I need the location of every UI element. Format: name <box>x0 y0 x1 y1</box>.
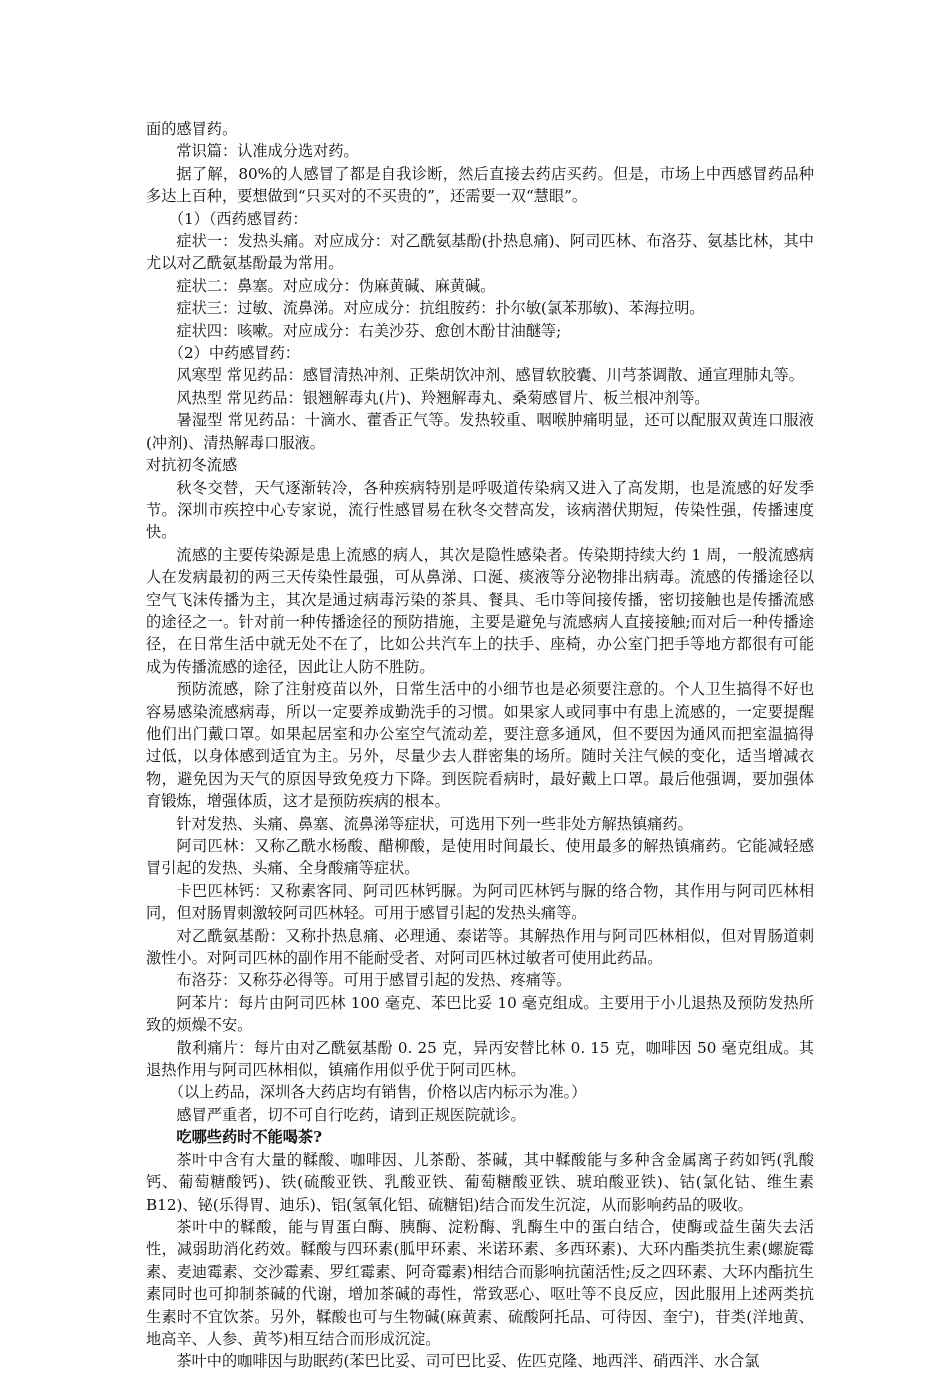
paragraph: 茶叶中含有大量的鞣酸、咖啡因、儿茶酚、茶碱，其中鞣酸能与多种含金属离子药如钙(乳酸钙、葡萄糖酸钙)、铁(硫酸亚铁、乳酸亚铁、葡萄糖酸亚铁、琥珀酸亚铁)、钴(氯化钴、维生素 B12)、铋(乐得胃、迪乐)、铝(氢氧化铝、硫糖铝)结合而发生沉淀，从而影响药品的吸收。 <box>146 1150 814 1214</box>
paragraph: （1）（西药感冒药： <box>168 209 308 228</box>
paragraph: （2）中药感冒药： <box>168 344 300 363</box>
paragraph: 秋冬交替，天气逐渐转冷，各种疾病特别是呼吸道传染病又进入了高发期，也是流感的好发季节。深圳市疾控中心专家说，流行性感冒易在秋冬交替高发，该病潜伏期短，传染性强，传播速度快。 <box>146 478 814 542</box>
paragraph: 常识篇：认准成分选对药。 <box>176 142 359 161</box>
paragraph: 预防流感，除了注射疫苗以外，日常生活中的小细节也是必须要注意的。个人卫生搞得不好也容易感染流感病毒，所以一定要养成勤洗手的习惯。如果家人或同事中有患上流感的，一定要提醒他们出门戴口罩。如果起居室和办公室空气流动差，要注意多通风，但不要因为通风而把室温搞得过低，以身体感到适宜为主。另外，尽量少去人群密集的场所。随时关注气候的变化，适当增减衣物，避免因为天气的原因导致免疫力下降。到医院看病时，最好戴上口罩。最后他强调，要加强体育锻炼，增强体质，这才是预防疾病的根本。 <box>146 680 814 811</box>
paragraph: （以上药品，深圳各大药店均有销售，价格以店内标示为准。） <box>168 1083 587 1102</box>
paragraph: 风热型 常见药品：银翘解毒丸(片)、羚翘解毒丸、桑菊感冒片、板兰根冲剂等。 <box>176 388 710 407</box>
paragraph: 暑湿型 常见药品：十滴水、藿香正气等。发热较重、咽喉肿痛明显，还可以配服双黄连口服液(冲剂)、清热解毒口服液。 <box>146 411 814 452</box>
paragraph: 流感的主要传染源是患上流感的病人，其次是隐性感染者。传染期持续大约 1 周，一般流感病人在发病最初的两三天传染性最强，可从鼻涕、口涎、痰液等分泌物排出病毒。流感的传播途径以空气飞沫传播为主，其次是通过病毒污染的茶具、餐具、毛巾等间接传播，密切接触也是传播流感的途径之一。针对前一种传播途径的预防措施，主要是避免与流感病人直接接触;而对后一种传播途径，在日常生活中就无处不在了，比如公共汽车上的扶手、座椅，办公室门把手等地方都很有可能成为传播流感的途径，因此让人防不胜防。 <box>146 545 814 676</box>
paragraph: 对乙酰氨基酚：又称扑热息痛、必理通、泰诺等。其解热作用与阿司匹林相似，但对胃肠道刺激性小。对阿司匹林的副作用不能耐受者、对阿司匹林过敏者可使用此药品。 <box>146 926 814 968</box>
paragraph: 卡巴匹林钙：又称素客同、阿司匹林钙脲。为阿司匹林钙与脲的络合物，其作用与阿司匹林相同，但对肠胃刺激较阿司匹林轻。可用于感冒引起的发热头痛等。 <box>146 881 814 923</box>
paragraph: 感冒严重者，切不可自行吃药，请到正规医院就诊。 <box>176 1105 526 1124</box>
paragraph: 据了解，80%的人感冒了都是自我诊断，然后直接去药店买药。但是，市场上中西感冒药品种多达上百种，要想做到“只买对的不买贵的”，还需要一双“慧眼”。 <box>146 164 814 206</box>
paragraph: 症状三：过敏、流鼻涕。对应成分：抗组胺药：扑尔敏(氯苯那敏)、苯海拉明。 <box>176 299 705 318</box>
section-heading: 吃哪些药时不能喝茶? <box>176 1128 322 1147</box>
paragraph: 面的感冒药。 <box>146 120 238 138</box>
paragraph: 茶叶中的鞣酸，能与胃蛋白酶、胰酶、淀粉酶、乳酶生中的蛋白结合，使酶或益生菌失去活性，减弱助消化药效。鞣酸与四环素(胍甲环素、米诺环素、多西环素)、大环内酯类抗生素(螺旋霉素、麦迪霉素、交沙霉素、罗红霉素、阿奇霉素)相结合而影响抗菌活性;反之四环素、大环内酯抗生素同时也可抑制茶碱的代谢，增加茶碱的毒性，常致恶心、呕吐等不良反应，因此服用上述两类抗生素时不宜饮茶。另外，鞣酸也可与生物碱(麻黄素、硫酸阿托品、可待因、奎宁)，苷类(洋地黄、地高辛、人参、黄芩)相互结合而形成沉淀。 <box>146 1217 814 1348</box>
paragraph: 散利痛片：每片由对乙酰氨基酚 0. 25 克，异丙安替比林 0. 15 克，咖啡因 50 毫克组成。其退热作用与阿司匹林相似，镇痛作用似乎优于阿司匹林。 <box>146 1038 814 1080</box>
paragraph: 症状一：发热头痛。对应成分：对乙酰氨基酚(扑热息痛)、阿司匹林、布洛芬、氨基比林，其中尤以对乙酰氨基酚最为常用。 <box>146 232 814 273</box>
paragraph: 症状二：鼻塞。对应成分：伪麻黄碱、麻黄碱。 <box>176 276 496 295</box>
document-page <box>146 118 814 1373</box>
paragraph: 茶叶中的咖啡因与助眠药(苯巴比妥、司可巴比妥、佐匹克隆、地西泮、硝西泮、水合氯 <box>176 1352 760 1371</box>
paragraph: 风寒型 常见药品：感冒清热冲剂、正柴胡饮冲剂、感冒软胶囊、川芎茶调散、通宣理肺丸等。 <box>176 366 804 385</box>
paragraph: 布洛芬：又称芬必得等。可用于感冒引起的发热、疼痛等。 <box>176 971 572 990</box>
paragraph: 针对发热、头痛、鼻塞、流鼻涕等症状，可选用下列一些非处方解热镇痛药。 <box>176 814 693 833</box>
section-heading: 对抗初冬流感 <box>146 456 238 475</box>
paragraph: 阿苯片：每片由阿司匹林 100 毫克、苯巴比妥 10 毫克组成。主要用于小儿退热及预防发热所致的烦燥不安。 <box>146 993 814 1035</box>
paragraph: 症状四：咳嗽。对应成分：右美沙芬、愈创木酚甘油醚等; <box>176 321 562 340</box>
paragraph: 阿司匹林：又称乙酰水杨酸、醋柳酸，是使用时间最长、使用最多的解热镇痛药。它能减轻感冒引起的发热、头痛、全身酸痛等症状。 <box>146 837 814 878</box>
